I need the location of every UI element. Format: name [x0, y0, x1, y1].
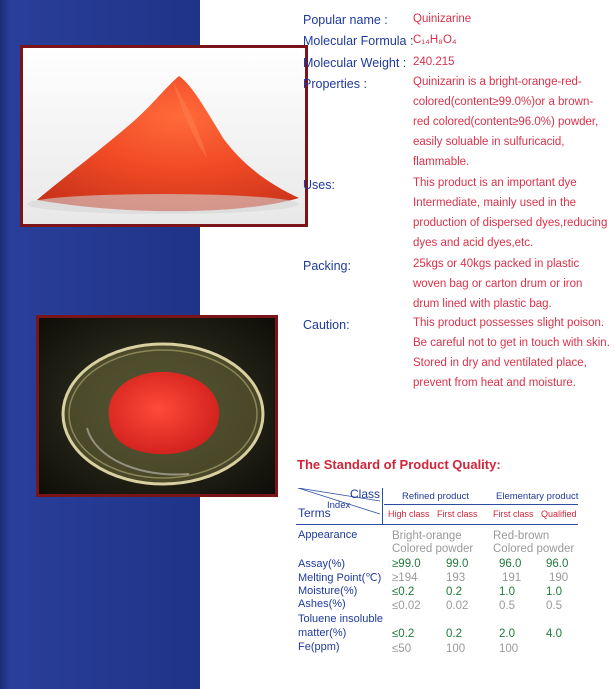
uses-line: Intermediate, mainly used in the: [413, 197, 577, 209]
row-label: matter(%): [298, 627, 347, 639]
header-high-class: High class: [388, 509, 430, 519]
table-cell: 1.0: [546, 586, 562, 598]
formula-value: C₁₄H₈O₄: [413, 34, 457, 46]
table-cell: 0.2: [446, 586, 462, 598]
packing-line: 25kgs or 40kgs packed in plastic: [413, 258, 580, 270]
header-class: Class: [350, 487, 381, 501]
uses-line: This product is an important dye: [413, 177, 577, 189]
header-subline: [384, 504, 578, 505]
table-cell: 2.0: [499, 628, 515, 640]
table-cell: 100: [446, 643, 466, 655]
header-first-class: First class: [437, 509, 478, 519]
caution-line: prevent from heat and moisture.: [413, 377, 576, 389]
weight-value: 240.215: [413, 56, 455, 68]
appearance-elementary: Red-brown: [493, 530, 550, 542]
packing-label: Packing:: [303, 259, 351, 273]
powder-pile-photo: [20, 45, 308, 227]
packing-text: [413, 254, 609, 314]
caution-text: [413, 313, 609, 393]
table-cell: 96.0: [499, 558, 522, 570]
row-label: Fe(ppm): [298, 641, 340, 653]
formula-label: Molecular Formula :: [303, 34, 414, 48]
table-cell: ≤0.2: [392, 586, 415, 598]
uses-line: production of dispersed dyes,reducing: [413, 217, 608, 229]
quality-table-title: The Standard of Product Quality:: [297, 457, 501, 472]
header-qualified: Qualified: [541, 509, 577, 519]
row-label: Moisture(%): [298, 585, 358, 597]
row-label: Toluene insoluble: [298, 613, 384, 625]
appearance-refined: Bright-orange: [392, 530, 462, 542]
table-cell: 193: [446, 572, 466, 584]
properties-line: flammable.: [413, 156, 470, 168]
properties-text: [413, 72, 609, 172]
caution-line: Be careful not to get in touch with skin.: [413, 337, 610, 349]
table-cell: 0.5: [546, 600, 562, 612]
table-cell: 96.0: [546, 558, 569, 570]
table-cell: 191: [502, 572, 522, 584]
table-cell: 4.0: [546, 628, 562, 640]
header-divider: [382, 488, 383, 524]
properties-line: red colored(content≥96.0%) powder,: [413, 116, 599, 128]
table-cell: 0.02: [446, 600, 469, 612]
properties-label: Properties :: [303, 77, 367, 91]
packing-line: woven bag or carton drum or iron: [413, 278, 583, 290]
weight-label: Molecular Weight :: [303, 56, 407, 70]
caution-line: This product possesses slight poison.: [413, 317, 605, 329]
petri-dish-photo: [36, 315, 278, 497]
header-index: Index: [327, 500, 351, 511]
appearance-refined: Colored powder: [392, 543, 474, 555]
properties-line: Quinizarin is a bright-orange-red-: [413, 76, 582, 88]
row-label: Assay(%): [298, 558, 346, 570]
uses-label: Uses:: [303, 178, 335, 192]
caution-label: Caution:: [303, 318, 350, 332]
table-cell: 1.0: [499, 586, 515, 598]
appearance-elementary: Colored powder: [493, 543, 575, 555]
table-cell: 100: [499, 643, 519, 655]
header-terms: Terms: [298, 506, 331, 520]
table-cell: 0.2: [446, 628, 462, 640]
popular-name-value: Quinizarine: [413, 13, 472, 25]
table-cell: ≥99.0: [392, 558, 421, 570]
table-cell: ≥194: [392, 572, 418, 584]
appearance-label: Appearance: [298, 529, 358, 541]
caution-line: Stored in dry and ventilated place,: [413, 357, 587, 369]
table-cell: 190: [549, 572, 569, 584]
properties-line: colored(content≥99.0%)or a brown-: [413, 96, 594, 108]
uses-line: dyes and acid dyes,etc.: [413, 237, 534, 249]
row-label: Melting Point(℃): [298, 572, 382, 584]
table-cell: ≤0.2: [392, 628, 415, 640]
table-cell: 0.5: [499, 600, 515, 612]
header-elementary: Elementary product: [496, 491, 579, 502]
table-cell: 99.0: [446, 558, 469, 570]
header-bottom-line: [296, 524, 578, 525]
properties-line: easily soluable in sulfuricacid,: [413, 136, 565, 148]
packing-line: drum lined with plastic bag.: [413, 298, 552, 310]
header-refined: Refined product: [402, 491, 470, 502]
table-cell: ≤50: [392, 643, 412, 655]
table-cell: ≤0.02: [392, 600, 421, 612]
popular-name-label: Popular name :: [303, 13, 388, 27]
header-first-class: First class: [493, 509, 534, 519]
uses-text: [413, 173, 609, 253]
row-label: Ashes(%): [298, 598, 346, 610]
